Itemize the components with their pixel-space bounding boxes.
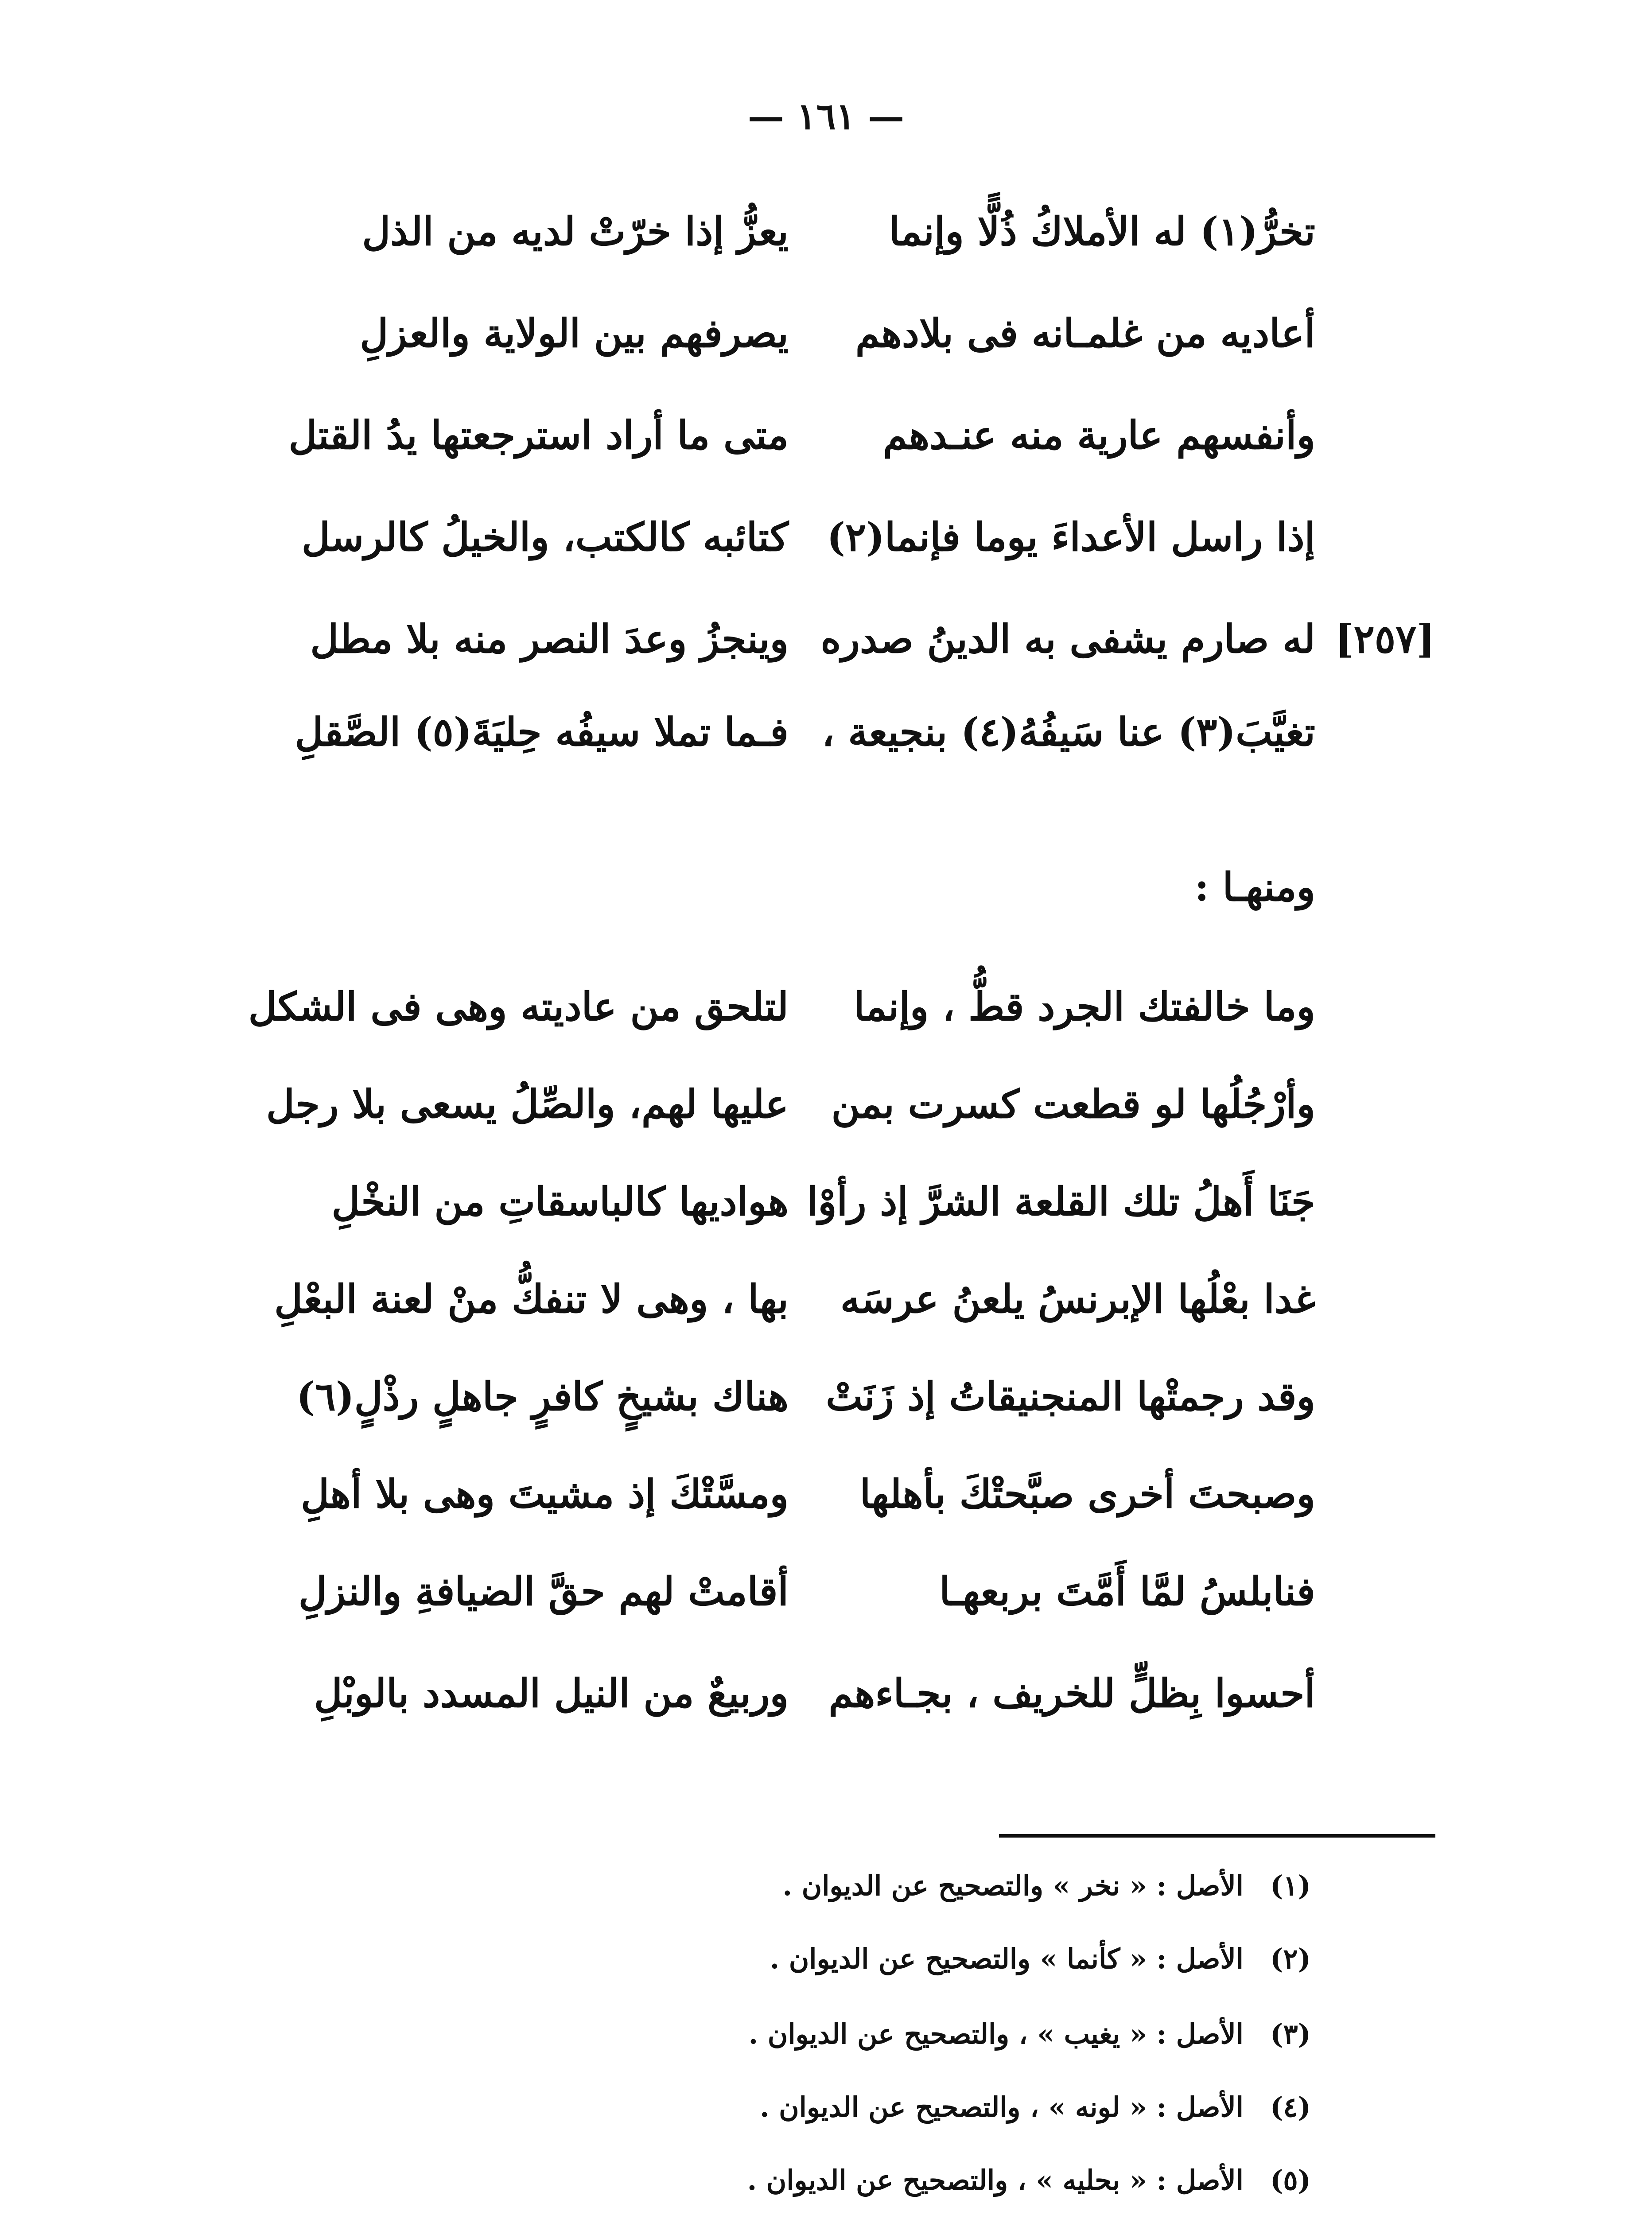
verse-second-hemistich: ومسَّتْكَ إذ مشيتَ وهى بلا أهلِ [300, 1471, 789, 1517]
verse-row [0, 616, 1652, 709]
verse-second-hemistich: يعزُّ إذا خرّتْ لديه من الذل [362, 208, 789, 254]
verse-second-hemistich: هواديها كالباسقاتِ من النخْلِ [331, 1178, 789, 1224]
verse-second-hemistich: متى ما أراد استرجعتها يدُ القتل [288, 412, 789, 458]
footnote [760, 2091, 1311, 2123]
footnote [783, 1869, 1311, 1902]
verse-first-hemistich: إذا راسل الأعداءَ يوما فإنما(٢) [827, 514, 1315, 560]
footnote-separator-rule [999, 1834, 1435, 1838]
verse-second-hemistich: فـما تملا سيفُه حِليَةَ(٥) الصَّقلِ [295, 709, 789, 755]
verse-row [0, 1081, 1652, 1174]
footnote-text: الأصل : « بحليه » ، والتصحيح عن الديوان . [747, 2164, 1244, 2196]
footnote-text: الأصل : « كأنما » والتصحيح عن الديوان . [770, 1943, 1244, 1975]
verse-first-hemistich: أعاديه من غلمـانه فى بلادهم [855, 310, 1315, 356]
verse-row [0, 1471, 1652, 1564]
verse-second-hemistich: عليها لهم، والصِّلُ يسعى بلا رجل [266, 1081, 789, 1127]
verse-first-hemistich: تغيَّبَ(٣) عنا سَيفُهُ(٤) بنجيعة ، [822, 709, 1315, 755]
verse-row [0, 310, 1652, 403]
verse-row [0, 1373, 1652, 1466]
verse-first-hemistich: تخرُّ(١) له الأملاكُ ذُلًّا وإنما [889, 208, 1315, 254]
footnote [747, 2164, 1311, 2196]
footnote [770, 1943, 1311, 1975]
verse-second-hemistich: وربيعٌ من النيل المسدد بالوبْلِ [314, 1670, 789, 1716]
footnote-text: الأصل : « يغيب » ، والتصحيح عن الديوان . [748, 2018, 1244, 2050]
footnote-number: (١) [1270, 1869, 1311, 1902]
verse-second-hemistich: كتائبه كالكتب، والخيلُ كالرسل [301, 514, 789, 560]
verse-first-hemistich: وأنفسهم عارية منه عنـدهم [883, 412, 1315, 458]
verse-first-hemistich: جَنَا أَهلُ تلك القلعة الشرَّ إذ رأوْا [807, 1178, 1315, 1224]
verse-second-hemistich: وينجزُ وعدَ النصر منه بلا مطل [310, 616, 789, 662]
manuscript-folio-marker: [٢٥٧] [1335, 616, 1435, 662]
footnote-number: (٥) [1270, 2164, 1311, 2196]
verse-row [0, 1670, 1652, 1763]
verse-row [0, 1276, 1652, 1369]
verse-row [0, 412, 1652, 505]
section-heading: ومنهـا : [1194, 864, 1315, 910]
footnote [749, 2018, 1311, 2050]
verse-second-hemistich: يصرفهم بين الولاية والعزلِ [360, 310, 789, 356]
footnote-text: الأصل : « نخر » والتصحيح عن الديوان . [782, 1869, 1244, 1902]
verse-first-hemistich: وما خالفتك الجرد قطُّ ، وإنما [854, 983, 1315, 1030]
verse-second-hemistich: بها ، وهى لا تنفكُّ منْ لعنة البعْلِ [274, 1276, 789, 1322]
verse-row [0, 208, 1652, 301]
verse-first-hemistich: له صارم يشفى به الدينُ صدره [820, 616, 1315, 662]
verse-first-hemistich: وقد رجمتْها المنجنيقاتُ إذ زَنَتْ [826, 1373, 1315, 1419]
footnote-number: (٤) [1270, 2091, 1311, 2123]
footnote-number: (٣) [1270, 2018, 1311, 2050]
footnote-text: الأصل : « لونه » ، والتصحيح عن الديوان . [759, 2091, 1244, 2123]
verse-second-hemistich: هناك بشيخٍ كافرٍ جاهلٍ رذْلٍ(٦) [296, 1373, 789, 1419]
verse-row [0, 1178, 1652, 1271]
page-number: — ١٦١ — [747, 95, 905, 138]
verse-row [0, 983, 1652, 1076]
verse-second-hemistich: أقامتْ لهم حقَّ الضيافةِ والنزلِ [298, 1568, 789, 1614]
verse-row [0, 709, 1652, 802]
verse-row [0, 1568, 1652, 1661]
verse-first-hemistich: غدا بعْلُها الإبرنسُ يلعنُ عرسَه [840, 1276, 1315, 1322]
verse-first-hemistich: وصبحتَ أخرى صبَّحتْكَ بأهلها [859, 1471, 1315, 1517]
footnote-number: (٢) [1270, 1943, 1311, 1975]
verse-first-hemistich: أحسوا بِظلٍّ للخريف ، بجـاءهم [828, 1670, 1315, 1716]
verse-second-hemistich: لتلحق من عاديته وهى فى الشكل [248, 983, 789, 1030]
verse-row [0, 514, 1652, 607]
verse-first-hemistich: فنابلسُ لمَّا أَمَّتَ بربعهـا [939, 1568, 1315, 1614]
verse-first-hemistich: وأرْجُلُها لو قطعت كسرت بمن [831, 1081, 1315, 1127]
